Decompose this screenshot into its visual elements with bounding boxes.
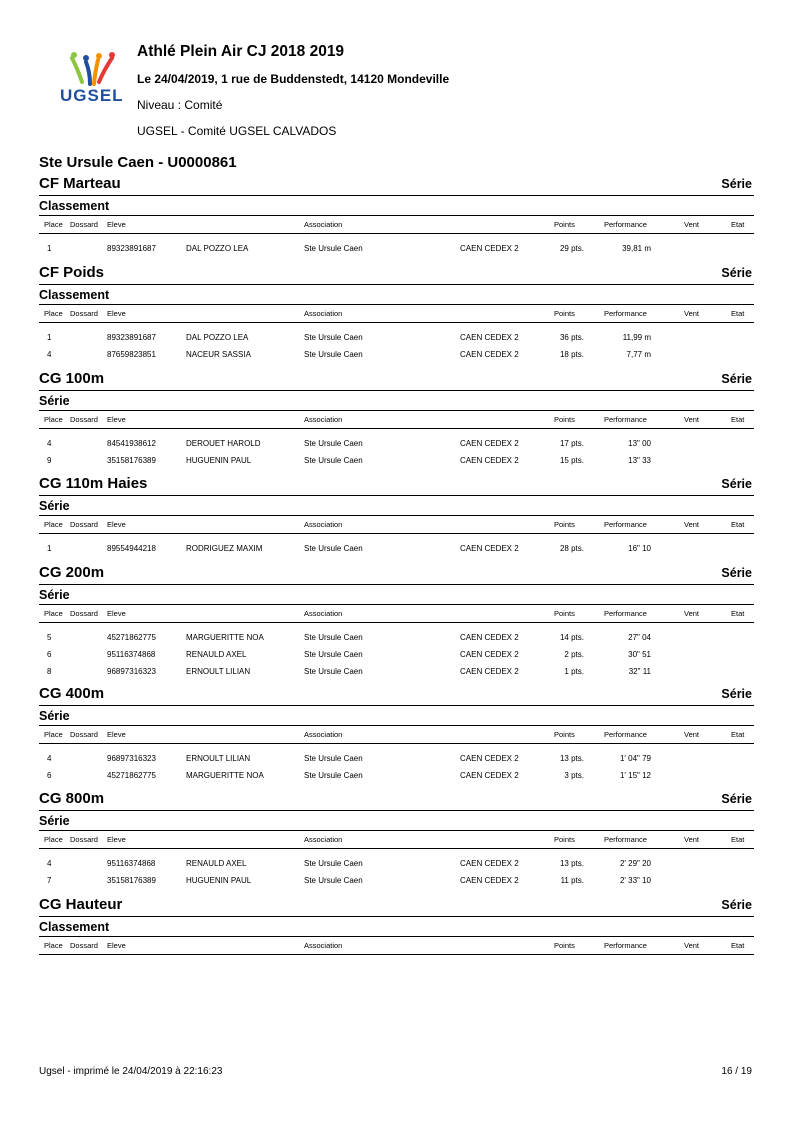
column-header-association: Association <box>304 609 343 618</box>
column-header-vent: Vent <box>684 730 700 739</box>
table-row <box>39 872 754 889</box>
column-header-eleve: Eleve <box>107 520 126 529</box>
column-header-association: Association <box>304 415 343 424</box>
column-header-performance: Performance <box>604 835 647 844</box>
result-rows <box>39 623 754 680</box>
result-rows <box>39 323 754 363</box>
cell-place: 5 <box>47 633 52 642</box>
column-header-vent: Vent <box>684 941 700 950</box>
athletes-logo-icon <box>68 52 116 86</box>
cell-perf: 11,99 m <box>622 333 651 342</box>
column-header-performance: Performance <box>604 609 647 618</box>
cell-dossard: 89323891687 <box>107 333 156 342</box>
cell-place: 8 <box>47 667 52 676</box>
cell-perf: 39,81 m <box>622 244 651 253</box>
event-section <box>39 370 754 469</box>
column-headers <box>39 605 754 623</box>
event-header <box>39 475 754 496</box>
cell-points: 14 pts. <box>559 633 584 642</box>
column-header-place: Place <box>44 730 63 739</box>
column-header-performance: Performance <box>604 520 647 529</box>
cell-nom: MARGUERITTE NOA <box>186 771 264 780</box>
table-row <box>39 646 754 663</box>
cell-nom: DAL POZZO LEA <box>186 333 249 342</box>
cell-dossard: 35158176389 <box>107 876 156 885</box>
table-row <box>39 329 754 346</box>
cell-dossard: 45271862775 <box>107 771 156 780</box>
subsection-header <box>39 585 754 605</box>
column-header-dossard: Dossard <box>70 520 98 529</box>
event-name: CG 200m <box>39 564 105 581</box>
column-header-vent: Vent <box>684 309 700 318</box>
column-headers <box>39 411 754 429</box>
event-type: Série <box>721 566 752 580</box>
cell-ville: CAEN CEDEX 2 <box>460 350 519 359</box>
subsection-label: Série <box>39 394 70 408</box>
cell-assoc: Ste Ursule Caen <box>304 333 363 342</box>
cell-perf: 7,77 m <box>626 350 651 359</box>
cell-perf: 1' 15" 12 <box>619 771 651 780</box>
column-header-place: Place <box>44 520 63 529</box>
logo-text: UGSEL <box>60 86 124 105</box>
column-header-performance: Performance <box>604 941 647 950</box>
cell-points: 13 pts. <box>559 859 584 868</box>
result-rows <box>39 744 754 784</box>
cell-points: 1 pts. <box>564 667 584 676</box>
column-headers <box>39 516 754 534</box>
cell-perf: 2' 33" 10 <box>619 876 651 885</box>
cell-nom: NACEUR SASSIA <box>186 350 251 359</box>
cell-nom: RENAULD AXEL <box>186 650 247 659</box>
cell-ville: CAEN CEDEX 2 <box>460 771 519 780</box>
column-header-vent: Vent <box>684 415 700 424</box>
cell-place: 1 <box>47 544 52 553</box>
cell-place: 6 <box>47 771 52 780</box>
subsection-header <box>39 391 754 411</box>
column-header-association: Association <box>304 520 343 529</box>
column-header-vent: Vent <box>684 220 700 229</box>
cell-perf: 1' 04" 79 <box>619 754 651 763</box>
cell-nom: ERNOULT LILIAN <box>186 667 251 676</box>
cell-points: 36 pts. <box>559 333 584 342</box>
subsection-label: Classement <box>39 199 110 213</box>
cell-ville: CAEN CEDEX 2 <box>460 439 519 448</box>
column-headers <box>39 937 754 955</box>
cell-nom: RODRIGUEZ MAXIM <box>186 544 263 553</box>
club-title: Ste Ursule Caen - U0000861 <box>39 154 237 171</box>
cell-dossard: 87659823851 <box>107 350 156 359</box>
event-name: CF Marteau <box>39 175 121 192</box>
event-header <box>39 370 754 391</box>
cell-points: 13 pts. <box>559 754 584 763</box>
event-section <box>39 564 754 680</box>
result-rows <box>39 429 754 469</box>
event-type: Série <box>721 477 752 491</box>
cell-nom: HUGUENIN PAUL <box>186 876 252 885</box>
ugsel-logo <box>58 52 128 104</box>
column-header-etat: Etat <box>731 415 745 424</box>
column-header-points: Points <box>554 835 575 844</box>
column-header-points: Points <box>554 520 575 529</box>
cell-dossard: 84541938612 <box>107 439 156 448</box>
cell-dossard: 95116374868 <box>107 650 156 659</box>
cell-nom: ERNOULT LILIAN <box>186 754 251 763</box>
page-number: 16 / 19 <box>721 1066 752 1077</box>
table-row <box>39 240 754 257</box>
column-header-vent: Vent <box>684 609 700 618</box>
event-header <box>39 175 754 196</box>
cell-points: 3 pts. <box>564 771 584 780</box>
column-header-place: Place <box>44 609 63 618</box>
cell-assoc: Ste Ursule Caen <box>304 439 363 448</box>
table-row <box>39 629 754 646</box>
event-section <box>39 264 754 363</box>
column-header-dossard: Dossard <box>70 609 98 618</box>
event-name: CG 110m Haies <box>39 475 148 492</box>
cell-nom: MARGUERITTE NOA <box>186 633 264 642</box>
table-row <box>39 750 754 767</box>
cell-assoc: Ste Ursule Caen <box>304 859 363 868</box>
column-header-association: Association <box>304 730 343 739</box>
table-row <box>39 540 754 557</box>
cell-points: 17 pts. <box>559 439 584 448</box>
cell-assoc: Ste Ursule Caen <box>304 456 363 465</box>
column-header-points: Points <box>554 730 575 739</box>
column-header-points: Points <box>554 220 575 229</box>
column-header-vent: Vent <box>684 835 700 844</box>
cell-assoc: Ste Ursule Caen <box>304 667 363 676</box>
column-header-place: Place <box>44 835 63 844</box>
cell-place: 6 <box>47 650 52 659</box>
cell-perf: 27" 04 <box>628 633 651 642</box>
column-header-eleve: Eleve <box>107 309 126 318</box>
cell-ville: CAEN CEDEX 2 <box>460 244 519 253</box>
cell-dossard: 35158176389 <box>107 456 156 465</box>
cell-ville: CAEN CEDEX 2 <box>460 650 519 659</box>
cell-ville: CAEN CEDEX 2 <box>460 456 519 465</box>
event-type: Série <box>721 266 752 280</box>
column-header-dossard: Dossard <box>70 415 98 424</box>
event-name: CG Hauteur <box>39 896 123 913</box>
cell-points: 28 pts. <box>559 544 584 553</box>
cell-ville: CAEN CEDEX 2 <box>460 633 519 642</box>
column-header-etat: Etat <box>731 835 745 844</box>
cell-dossard: 95116374868 <box>107 859 156 868</box>
subsection-label: Série <box>39 709 70 723</box>
column-header-dossard: Dossard <box>70 941 98 950</box>
column-header-association: Association <box>304 220 343 229</box>
cell-dossard: 89323891687 <box>107 244 156 253</box>
result-rows <box>39 849 754 889</box>
event-header <box>39 264 754 285</box>
cell-points: 18 pts. <box>559 350 584 359</box>
event-type: Série <box>721 177 752 191</box>
column-header-etat: Etat <box>731 220 745 229</box>
column-header-dossard: Dossard <box>70 730 98 739</box>
column-header-eleve: Eleve <box>107 941 126 950</box>
meet-level: Niveau : Comité <box>137 98 223 112</box>
cell-place: 1 <box>47 244 52 253</box>
cell-ville: CAEN CEDEX 2 <box>460 667 519 676</box>
column-header-performance: Performance <box>604 730 647 739</box>
cell-place: 4 <box>47 754 52 763</box>
table-row <box>39 435 754 452</box>
column-headers <box>39 831 754 849</box>
cell-perf: 16" 10 <box>628 544 651 553</box>
cell-assoc: Ste Ursule Caen <box>304 771 363 780</box>
cell-place: 4 <box>47 350 52 359</box>
column-header-performance: Performance <box>604 309 647 318</box>
table-row <box>39 663 754 680</box>
event-type: Série <box>721 687 752 701</box>
cell-assoc: Ste Ursule Caen <box>304 754 363 763</box>
cell-points: 11 pts. <box>560 876 584 885</box>
table-row <box>39 452 754 469</box>
column-header-place: Place <box>44 415 63 424</box>
cell-place: 4 <box>47 859 52 868</box>
meet-title: Athlé Plein Air CJ 2018 2019 <box>137 43 345 60</box>
column-header-place: Place <box>44 941 63 950</box>
column-header-vent: Vent <box>684 520 700 529</box>
subsection-label: Série <box>39 588 70 602</box>
subsection-header <box>39 811 754 831</box>
subsection-header <box>39 917 754 937</box>
column-header-place: Place <box>44 220 63 229</box>
cell-assoc: Ste Ursule Caen <box>304 244 363 253</box>
meet-committee: UGSEL - Comité UGSEL CALVADOS <box>137 124 337 138</box>
subsection-header <box>39 496 754 516</box>
column-header-association: Association <box>304 835 343 844</box>
column-header-points: Points <box>554 309 575 318</box>
column-header-points: Points <box>554 941 575 950</box>
cell-dossard: 89554944218 <box>107 544 156 553</box>
column-header-dossard: Dossard <box>70 835 98 844</box>
column-header-eleve: Eleve <box>107 835 126 844</box>
cell-ville: CAEN CEDEX 2 <box>460 544 519 553</box>
cell-place: 4 <box>47 439 52 448</box>
cell-dossard: 96897316323 <box>107 754 156 763</box>
cell-place: 7 <box>47 876 52 885</box>
cell-assoc: Ste Ursule Caen <box>304 544 363 553</box>
event-section <box>39 685 754 784</box>
column-header-etat: Etat <box>731 520 745 529</box>
event-name: CG 400m <box>39 685 105 702</box>
column-header-dossard: Dossard <box>70 220 98 229</box>
table-row <box>39 767 754 784</box>
event-name: CG 100m <box>39 370 105 387</box>
event-type: Série <box>721 792 752 806</box>
cell-ville: CAEN CEDEX 2 <box>460 859 519 868</box>
column-header-etat: Etat <box>731 609 745 618</box>
event-header <box>39 564 754 585</box>
cell-nom: DAL POZZO LEA <box>186 244 249 253</box>
column-header-etat: Etat <box>731 730 745 739</box>
column-header-place: Place <box>44 309 63 318</box>
cell-dossard: 96897316323 <box>107 667 156 676</box>
cell-perf: 13" 00 <box>628 439 651 448</box>
column-header-performance: Performance <box>604 415 647 424</box>
meet-date-location: Le 24/04/2019, 1 rue de Buddenstedt, 14120 Mondeville <box>137 72 450 86</box>
column-headers <box>39 216 754 234</box>
cell-assoc: Ste Ursule Caen <box>304 633 363 642</box>
cell-ville: CAEN CEDEX 2 <box>460 754 519 763</box>
column-header-association: Association <box>304 309 343 318</box>
subsection-label: Série <box>39 499 70 513</box>
event-section <box>39 790 754 889</box>
column-header-dossard: Dossard <box>70 309 98 318</box>
cell-points: 15 pts. <box>559 456 584 465</box>
event-section <box>39 175 754 257</box>
event-section <box>39 475 754 557</box>
cell-nom: HUGUENIN PAUL <box>186 456 252 465</box>
print-date: Ugsel - imprimé le 24/04/2019 à 22:16:23 <box>39 1066 223 1077</box>
cell-perf: 32" 11 <box>628 667 651 676</box>
cell-place: 1 <box>47 333 52 342</box>
column-header-points: Points <box>554 415 575 424</box>
event-name: CF Poids <box>39 264 105 281</box>
cell-perf: 13" 33 <box>628 456 651 465</box>
cell-points: 29 pts. <box>559 244 584 253</box>
cell-points: 2 pts. <box>564 650 584 659</box>
column-header-etat: Etat <box>731 941 745 950</box>
table-row <box>39 346 754 363</box>
cell-nom: RENAULD AXEL <box>186 859 247 868</box>
column-header-association: Association <box>304 941 343 950</box>
table-row <box>39 855 754 872</box>
cell-place: 9 <box>47 456 52 465</box>
subsection-header <box>39 196 754 216</box>
column-headers <box>39 305 754 323</box>
cell-assoc: Ste Ursule Caen <box>304 350 363 359</box>
subsection-header <box>39 706 754 726</box>
column-header-eleve: Eleve <box>107 415 126 424</box>
cell-dossard: 45271862775 <box>107 633 156 642</box>
cell-assoc: Ste Ursule Caen <box>304 876 363 885</box>
subsection-label: Classement <box>39 920 110 934</box>
cell-perf: 2' 29" 20 <box>619 859 651 868</box>
column-header-eleve: Eleve <box>107 220 126 229</box>
event-header <box>39 685 754 706</box>
event-type: Série <box>721 372 752 386</box>
subsection-header <box>39 285 754 305</box>
cell-ville: CAEN CEDEX 2 <box>460 876 519 885</box>
cell-assoc: Ste Ursule Caen <box>304 650 363 659</box>
result-rows <box>39 234 754 257</box>
cell-perf: 30" 51 <box>628 650 651 659</box>
column-headers <box>39 726 754 744</box>
column-header-eleve: Eleve <box>107 609 126 618</box>
cell-ville: CAEN CEDEX 2 <box>460 333 519 342</box>
event-section <box>39 896 754 955</box>
subsection-label: Classement <box>39 288 110 302</box>
event-header <box>39 790 754 811</box>
event-header <box>39 896 754 917</box>
event-type: Série <box>721 898 752 912</box>
cell-nom: DEROUET HAROLD <box>186 439 261 448</box>
column-header-points: Points <box>554 609 575 618</box>
column-header-eleve: Eleve <box>107 730 126 739</box>
column-header-performance: Performance <box>604 220 647 229</box>
result-rows <box>39 534 754 557</box>
column-header-etat: Etat <box>731 309 745 318</box>
event-name: CG 800m <box>39 790 105 807</box>
subsection-label: Série <box>39 814 70 828</box>
